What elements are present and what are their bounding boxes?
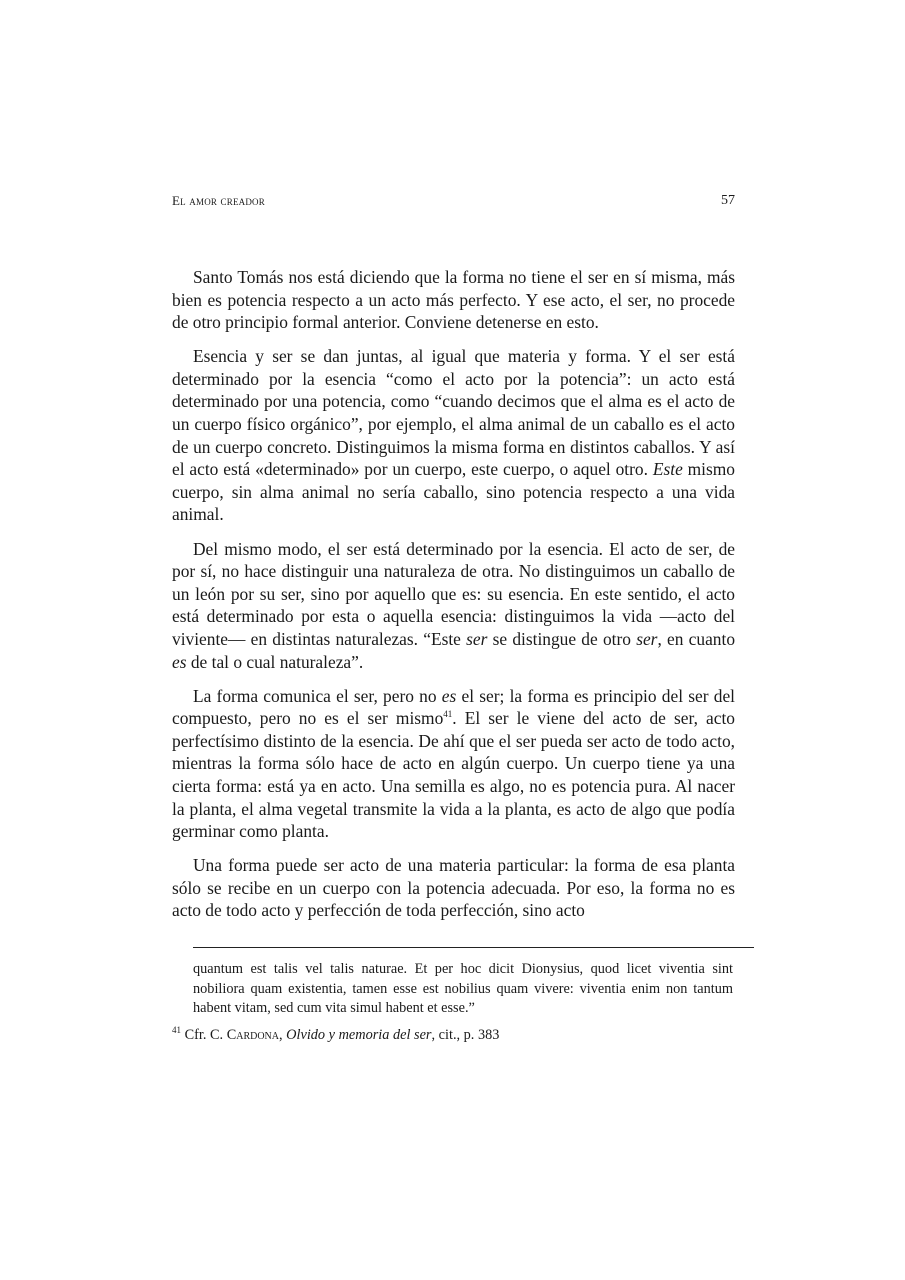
paragraph-4-text-b: el ser; la forma es principio del ser del compuesto, pero no es el ser mismo <box>172 685 736 729</box>
footnote-41 <box>172 1026 735 1046</box>
body-text <box>172 266 735 922</box>
paragraph-2 <box>172 345 735 526</box>
running-title: El amor creador <box>172 193 265 208</box>
paragraph-4 <box>172 685 735 843</box>
paragraph-4-emphasis: es <box>441 685 457 706</box>
paragraph-3-emphasis-1: ser <box>466 628 488 649</box>
paragraph-5-text: Una forma puede ser acto de una materia particular: la forma de esa planta sólo se recibe en un cuerpo con la potencia adecuada. Por eso, la forma no es acto de todo acto y perfección de toda perfección, sino acto <box>172 855 735 921</box>
paragraph-2-text-a: Esencia y ser se dan juntas, al igual que materia y forma. Y el ser está determinado por la esencia “como el acto por la potencia”: un acto está determinado por una potencia, como “cuando decimos que el alma es el acto de un cuerpo físico orgánico”, por ejemplo, el alma animal de un caballo es el acto de un cuerpo concreto. Distinguimos la misma forma en distintos caballos. Y así el acto está «determinado» por un cuerpo, este cuerpo, o aquel otro. <box>172 346 735 480</box>
paragraph-3-emphasis-3: es <box>172 651 187 672</box>
paragraph-2-text-b: mismo cuerpo, sin alma animal no sería caballo, sino potencia respecto a una vida animal. <box>172 459 736 525</box>
paragraph-3-emphasis-2: ser <box>636 628 658 649</box>
footnote-41-number: 41 <box>172 1025 181 1036</box>
footnote-reference-41[interactable]: 41 <box>443 709 453 720</box>
paragraph-3 <box>172 538 735 674</box>
paragraph-1-text: Santo Tomás nos está diciendo que la forma no tiene el ser en sí misma, más bien es potencia respecto a un acto más perfecto. Y ese acto, el ser, no procede de otro principio formal anterior. Conviene detenerse en esto. <box>172 267 735 333</box>
footnote-41-prefix: Cfr. C. <box>181 1027 227 1043</box>
paragraph-4-text-a: La forma comunica el ser, pero no <box>193 685 442 706</box>
page-number: 57 <box>721 193 735 208</box>
footnote-41-separator: , <box>279 1027 287 1043</box>
paragraph-1 <box>172 266 735 334</box>
footnote-continuation: quantum est talis vel talis naturae. Et per hoc dicit Dionysius, quod licet viventia sint nobiliora quam existentia, tamen esse est nobilius quam vivere: viventia enim non tantum habent vitam, sed cum vita simul habent et esse.” <box>193 961 733 1016</box>
footnote-separator <box>193 947 754 948</box>
footnote-41-title: Olvido y memoria del ser <box>286 1027 432 1043</box>
running-header <box>172 193 735 209</box>
footnote-41-author: Cardona <box>226 1027 280 1043</box>
paragraph-3-text-a: Del mismo modo, el ser está determinado por la esencia. El acto de ser, de por sí, no hace distinguir una naturaleza de otra. No distinguimos un caballo de un león por su ser, sino por aquello que es: su esencia. En este sentido, el acto está determinado por esta o aquella esencia: distinguimos la vida —acto del viviente— en distintas naturalezas. “Este <box>172 538 735 649</box>
paragraph-2-emphasis: Este <box>652 459 683 480</box>
footnote-41-suffix: , cit., p. 383 <box>431 1027 500 1043</box>
paragraph-5 <box>172 854 735 922</box>
paragraph-4-text-c: . El ser le viene del acto de ser, acto perfectísimo distinto de la esencia. De ahí que el ser pueda ser acto de todo acto, mientras la forma sólo hace de acto en algún cuerpo. Un cuerpo tiene ya una cierta forma: está ya en acto. Una semilla es algo, no es potencia pura. Al nacer la planta, el alma vegetal transmite la vida a la planta, es acto de algo que podía germinar como planta. <box>172 708 735 842</box>
paragraph-3-text-c: , en cuanto <box>657 628 736 649</box>
paragraph-3-text-b: se distingue de otro <box>487 628 637 649</box>
paragraph-3-text-d: de tal o cual naturaleza”. <box>186 651 364 672</box>
